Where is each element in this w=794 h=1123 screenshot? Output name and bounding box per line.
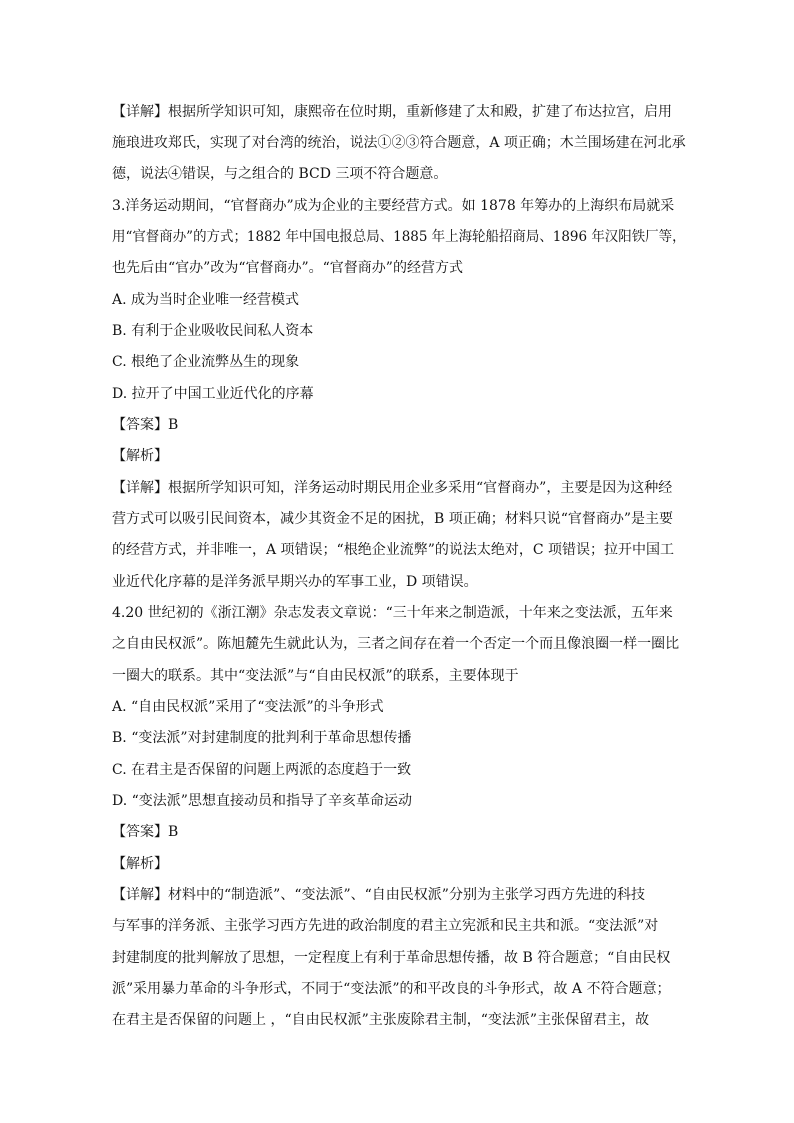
text-line: 也先后由“官办”改为“官督商办”。“官督商办”的经营方式 [112,260,463,276]
text-line: 派”采用暴力革命的斗争形式，不同于“变法派”的和平改良的斗争形式，故 A 不符合题意； [112,981,671,997]
option-a: A. 成为当时企业唯一经营模式 [112,292,300,308]
text-line: 德，说法④错误，与之组合的 BCD 三项不符合题意。 [112,166,448,182]
text-line: 封建制度的批判解放了思想，一定程度上有利于革命思想传播，故 B 符合题意；“自由民权 [112,950,671,966]
text-line: 【详解】材料中的“制造派”、“变法派”、“自由民权派”分别为主张学习西方先进的科技 [112,887,645,903]
answer-label: 【答案】B [112,417,179,433]
option-d: D. “变法派”思想直接动员和指导了辛亥革命运动 [112,793,412,809]
text-line: 在君主是否保留的问题上 ，“自由民权派”主张废除君主制，“变法派”主张保留君主，故 [112,1012,650,1028]
text-line: 用“官督商办”的方式；1882 年中国电报总局、1885 年上海轮船招商局、1896 年汉阳铁厂等， [112,229,686,245]
option-c: C. 在君主是否保留的问题上两派的态度趋于一致 [112,762,412,778]
option-c: C. 根绝了企业流弊丛生的现象 [112,354,300,370]
text-line: 与军事的洋务派、主张学习西方先进的政治制度的君主立宪派和民主共和派。“变法派”对 [112,918,659,934]
analysis-label: 【解析】 [112,856,168,872]
text-line: 一圈大的联系。其中“变法派”与“自由民权派”的联系，主要体现于 [112,668,519,684]
text-line: 【详解】根据所学知识可知，洋务运动时期民用企业多采用“官督商办”，主要是因为这种经 [112,480,673,496]
option-b: B. “变法派”对封建制度的批判利于革命思想传播 [112,730,412,746]
option-b: B. 有利于企业吸收民间私人资本 [112,323,314,339]
text-line: 的经营方式，并非唯一，A 项错误；“根绝企业流弊”的说法太绝对，C 项错误；拉开中国工 [112,542,675,558]
option-a: A. “自由民权派”采用了“变法派”的斗争形式 [112,699,384,715]
analysis-label: 【解析】 [112,448,168,464]
text-line: 业近代化序幕的是洋务派早期兴办的军事工业，D 项错误。 [112,574,478,590]
text-line: 之自由民权派”。陈旭麓先生就此认为，三者之间存在着一个否定一个而且像浪圈一样一圈比 [112,636,680,652]
text-line: 施琅进攻郑氏，实现了对台湾的统治，说法①②③符合题意，A 项正确；木兰围场建在河北承 [112,135,686,151]
answer-label: 【答案】B [112,824,179,840]
question-3-stem: 3.洋务运动期间，“官督商办”成为企业的主要经营方式。如 1878 年筹办的上海织布局就采 [112,198,675,214]
text-line: 【详解】根据所学知识可知，康熙帝在位时期，重新修建了太和殿，扩建了布达拉宫，启用 [112,104,672,120]
question-4-stem: 4.20 世纪初的《浙江潮》杂志发表文章说：“三十年来之制造派，十年来之变法派，五年来 [112,605,673,621]
text-line: 营方式可以吸引民间资本，减少其资金不足的困扰，B 项正确；材料只说“官督商办”是主要 [112,511,674,527]
option-d: D. 拉开了中国工业近代化的序幕 [112,386,314,402]
